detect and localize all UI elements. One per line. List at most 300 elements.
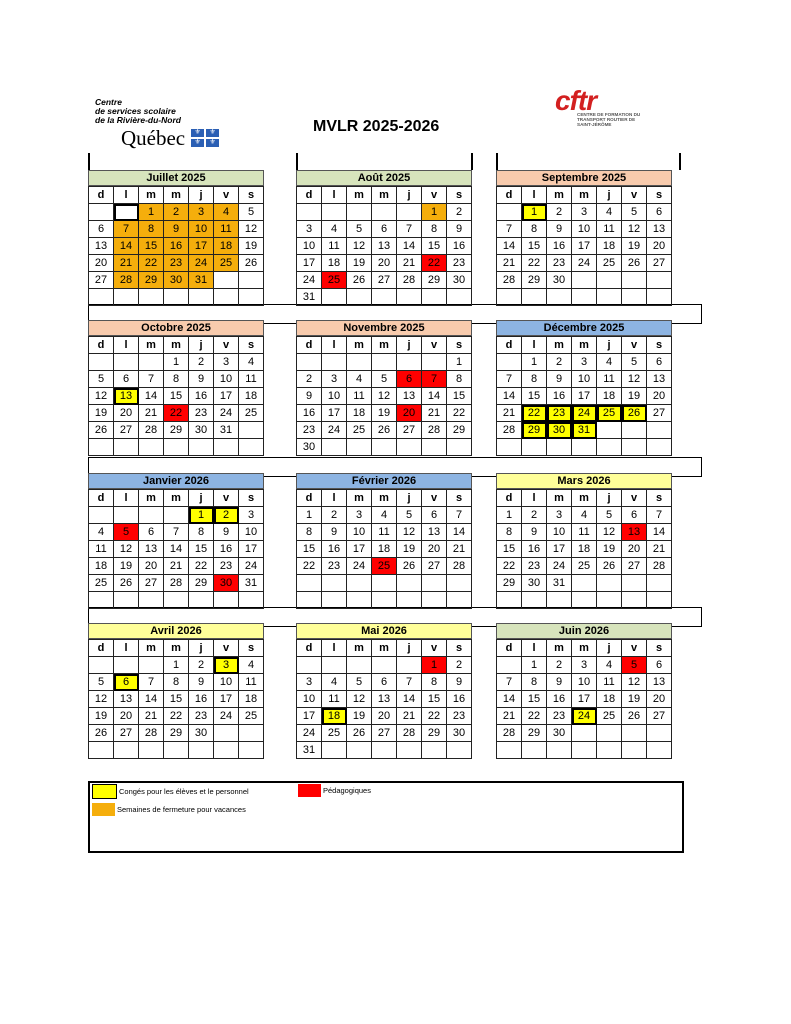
day-cell: 21 [647, 541, 672, 558]
day-cell: 17 [214, 691, 239, 708]
day-cell: 28 [139, 422, 164, 439]
day-cell: 20 [372, 255, 397, 272]
day-cell [322, 354, 347, 371]
day-cell [497, 592, 522, 609]
day-cell: 28 [497, 725, 522, 742]
day-cell [572, 742, 597, 759]
weekday-header: d [497, 337, 522, 354]
day-cell: 20 [114, 405, 139, 422]
day-cell [572, 439, 597, 456]
day-cell [214, 725, 239, 742]
weekday-header: m [164, 337, 189, 354]
day-cell: 15 [522, 388, 547, 405]
day-cell: 14 [497, 691, 522, 708]
day-cell: 4 [347, 371, 372, 388]
day-cell: 21 [114, 255, 139, 272]
day-cell: 13 [114, 388, 139, 405]
day-cell: 29 [139, 272, 164, 289]
red-swatch [298, 784, 321, 797]
day-cell [139, 354, 164, 371]
day-cell: 7 [497, 371, 522, 388]
day-cell [164, 507, 189, 524]
day-cell [547, 742, 572, 759]
day-cell [397, 204, 422, 221]
month-title: Avril 2026 [88, 623, 264, 639]
month-block [296, 473, 472, 609]
day-cell: 24 [189, 255, 214, 272]
weekday-header: j [189, 490, 214, 507]
day-cell: 10 [214, 371, 239, 388]
day-cell: 31 [214, 422, 239, 439]
day-cell [647, 272, 672, 289]
day-cell [597, 592, 622, 609]
day-cell: 22 [164, 708, 189, 725]
day-cell: 1 [164, 354, 189, 371]
day-cell [347, 592, 372, 609]
weekday-header: m [139, 337, 164, 354]
day-cell: 5 [622, 354, 647, 371]
day-cell: 6 [139, 524, 164, 541]
weekday-header: v [422, 640, 447, 657]
day-cell [372, 204, 397, 221]
day-cell: 7 [447, 507, 472, 524]
day-cell: 30 [297, 439, 322, 456]
month-block [296, 320, 472, 456]
day-cell [572, 592, 597, 609]
day-cell: 27 [114, 725, 139, 742]
day-cell [89, 742, 114, 759]
day-cell: 17 [572, 691, 597, 708]
day-cell [597, 742, 622, 759]
weekday-header: j [189, 337, 214, 354]
weekday-header: m [164, 640, 189, 657]
day-cell: 6 [114, 674, 139, 691]
day-cell: 2 [214, 507, 239, 524]
day-cell: 18 [214, 238, 239, 255]
day-cell: 18 [347, 405, 372, 422]
day-cell: 1 [164, 657, 189, 674]
day-cell: 24 [572, 255, 597, 272]
day-cell [622, 725, 647, 742]
weekday-header: l [522, 490, 547, 507]
day-cell [622, 272, 647, 289]
org-line-2: de services scolaire [95, 106, 176, 116]
day-cell: 6 [647, 354, 672, 371]
day-cell [189, 742, 214, 759]
day-cell: 15 [164, 691, 189, 708]
day-cell: 5 [347, 674, 372, 691]
day-cell: 31 [297, 742, 322, 759]
day-cell: 15 [297, 541, 322, 558]
day-cell: 5 [622, 657, 647, 674]
weekday-header: d [297, 337, 322, 354]
day-cell: 14 [114, 238, 139, 255]
day-cell: 2 [189, 354, 214, 371]
day-cell [89, 204, 114, 221]
day-cell: 6 [397, 371, 422, 388]
day-cell: 24 [572, 708, 597, 725]
day-cell [322, 592, 347, 609]
day-cell [347, 657, 372, 674]
day-cell [89, 289, 114, 306]
day-cell: 27 [114, 422, 139, 439]
day-cell [214, 289, 239, 306]
day-cell [139, 289, 164, 306]
day-cell: 1 [522, 204, 547, 221]
day-cell: 25 [239, 405, 264, 422]
month-title: Janvier 2026 [88, 473, 264, 489]
day-cell: 29 [522, 725, 547, 742]
day-cell: 3 [572, 354, 597, 371]
day-cell: 27 [647, 405, 672, 422]
day-cell: 22 [522, 708, 547, 725]
month-block [296, 170, 472, 306]
day-cell [322, 575, 347, 592]
day-cell [114, 204, 139, 221]
day-cell: 19 [622, 388, 647, 405]
day-cell: 9 [547, 674, 572, 691]
day-cell: 12 [397, 524, 422, 541]
day-cell: 4 [597, 354, 622, 371]
day-cell [372, 657, 397, 674]
day-cell: 16 [522, 541, 547, 558]
day-cell: 20 [397, 405, 422, 422]
day-cell: 19 [347, 255, 372, 272]
day-cell [372, 592, 397, 609]
day-cell: 25 [597, 708, 622, 725]
weekday-header: m [572, 187, 597, 204]
day-cell [114, 657, 139, 674]
day-cell: 6 [372, 221, 397, 238]
day-cell: 27 [139, 575, 164, 592]
weekday-header: m [547, 337, 572, 354]
weekday-header: v [622, 187, 647, 204]
weekday-header: v [214, 490, 239, 507]
day-cell: 20 [647, 388, 672, 405]
day-cell: 30 [547, 272, 572, 289]
weekday-header: j [397, 187, 422, 204]
day-cell [372, 289, 397, 306]
day-cell: 20 [372, 708, 397, 725]
day-cell: 18 [322, 255, 347, 272]
legend-item-conges [92, 784, 249, 799]
day-cell: 30 [189, 725, 214, 742]
month-title: Mars 2026 [496, 473, 672, 489]
day-cell [189, 439, 214, 456]
day-cell: 8 [497, 524, 522, 541]
month-block [88, 473, 264, 609]
day-cell: 23 [547, 255, 572, 272]
day-cell: 7 [164, 524, 189, 541]
day-cell: 13 [372, 238, 397, 255]
weekday-header: s [647, 187, 672, 204]
day-cell: 25 [597, 405, 622, 422]
month-title: Février 2026 [296, 473, 472, 489]
day-cell: 26 [597, 558, 622, 575]
day-cell: 13 [114, 691, 139, 708]
grid-line [88, 153, 90, 170]
day-cell: 11 [597, 371, 622, 388]
day-cell [214, 592, 239, 609]
day-cell: 21 [139, 405, 164, 422]
day-cell: 16 [189, 691, 214, 708]
day-cell [164, 289, 189, 306]
day-cell: 11 [597, 221, 622, 238]
legend-label-conges: Congés pour les élèves et le personnel [119, 787, 249, 796]
day-cell: 7 [397, 674, 422, 691]
day-cell: 2 [447, 204, 472, 221]
weekday-header: m [139, 490, 164, 507]
day-cell: 11 [322, 238, 347, 255]
day-cell [422, 592, 447, 609]
day-cell [547, 592, 572, 609]
day-cell: 15 [522, 238, 547, 255]
day-cell [622, 575, 647, 592]
day-cell: 17 [572, 238, 597, 255]
weekday-header: j [597, 337, 622, 354]
day-cell: 24 [297, 272, 322, 289]
day-cell: 8 [522, 221, 547, 238]
day-cell: 3 [189, 204, 214, 221]
day-cell: 8 [189, 524, 214, 541]
day-cell: 10 [214, 674, 239, 691]
day-cell: 21 [497, 255, 522, 272]
day-cell: 23 [547, 405, 572, 422]
day-cell [297, 575, 322, 592]
weekday-header: j [397, 337, 422, 354]
day-cell: 27 [397, 422, 422, 439]
day-cell: 8 [164, 371, 189, 388]
day-cell: 18 [597, 388, 622, 405]
month-title: Août 2025 [296, 170, 472, 186]
org-line-3: de la Rivière-du-Nord [95, 115, 181, 125]
weekday-header: l [522, 187, 547, 204]
day-cell: 6 [647, 204, 672, 221]
day-cell: 15 [497, 541, 522, 558]
day-cell: 16 [164, 238, 189, 255]
day-cell: 1 [189, 507, 214, 524]
day-cell: 7 [139, 674, 164, 691]
day-cell [89, 439, 114, 456]
day-cell: 7 [497, 674, 522, 691]
weekday-header: m [547, 490, 572, 507]
day-cell: 28 [164, 575, 189, 592]
day-cell: 16 [297, 405, 322, 422]
day-cell: 21 [497, 708, 522, 725]
day-cell [322, 742, 347, 759]
day-cell [647, 575, 672, 592]
day-cell: 18 [597, 691, 622, 708]
day-cell: 17 [322, 405, 347, 422]
day-cell [114, 742, 139, 759]
yellow-swatch [92, 784, 117, 799]
day-cell: 9 [447, 221, 472, 238]
day-cell: 14 [397, 691, 422, 708]
day-cell: 24 [547, 558, 572, 575]
weekday-header: m [347, 640, 372, 657]
day-cell [597, 439, 622, 456]
weekday-header: j [397, 640, 422, 657]
day-cell [397, 439, 422, 456]
weekday-header: l [322, 187, 347, 204]
day-cell: 9 [214, 524, 239, 541]
day-cell: 15 [189, 541, 214, 558]
day-cell: 3 [572, 657, 597, 674]
day-cell: 19 [372, 405, 397, 422]
day-cell: 5 [239, 204, 264, 221]
orange-swatch [92, 803, 115, 816]
day-cell: 25 [372, 558, 397, 575]
day-cell: 31 [239, 575, 264, 592]
day-cell: 21 [397, 708, 422, 725]
day-cell: 2 [189, 657, 214, 674]
day-cell [239, 272, 264, 289]
weekday-header: m [164, 187, 189, 204]
weekday-header: l [114, 187, 139, 204]
day-cell: 3 [572, 204, 597, 221]
day-cell [347, 575, 372, 592]
day-cell: 27 [647, 255, 672, 272]
day-cell [297, 592, 322, 609]
day-cell: 1 [297, 507, 322, 524]
month-block [496, 320, 672, 456]
day-cell [397, 592, 422, 609]
month-block [296, 623, 472, 759]
day-cell: 28 [139, 725, 164, 742]
weekday-header: s [647, 337, 672, 354]
day-cell: 11 [347, 388, 372, 405]
day-cell: 27 [89, 272, 114, 289]
weekday-header: m [547, 640, 572, 657]
weekday-header: m [139, 187, 164, 204]
day-cell: 18 [89, 558, 114, 575]
weekday-header: d [89, 490, 114, 507]
day-cell: 27 [372, 272, 397, 289]
day-cell [597, 289, 622, 306]
day-cell: 12 [597, 524, 622, 541]
day-cell: 6 [114, 371, 139, 388]
day-cell: 11 [239, 371, 264, 388]
weekday-header: d [297, 490, 322, 507]
day-cell: 1 [139, 204, 164, 221]
day-cell: 13 [139, 541, 164, 558]
day-cell: 20 [139, 558, 164, 575]
day-cell: 31 [547, 575, 572, 592]
day-cell: 5 [372, 371, 397, 388]
day-cell: 3 [322, 371, 347, 388]
legend-item-vacances [92, 803, 246, 816]
day-cell: 8 [422, 221, 447, 238]
weekday-header: s [647, 640, 672, 657]
day-cell: 26 [89, 725, 114, 742]
weekday-header: s [239, 490, 264, 507]
day-cell: 28 [497, 272, 522, 289]
day-cell: 6 [622, 507, 647, 524]
day-cell: 27 [422, 558, 447, 575]
day-cell: 8 [522, 371, 547, 388]
weekday-header: v [422, 490, 447, 507]
month-title: Novembre 2025 [296, 320, 472, 336]
day-cell: 27 [622, 558, 647, 575]
month-block [88, 320, 264, 456]
day-cell: 22 [297, 558, 322, 575]
month-block [496, 473, 672, 609]
day-cell: 10 [347, 524, 372, 541]
day-cell [114, 289, 139, 306]
day-cell: 3 [347, 507, 372, 524]
day-cell [347, 354, 372, 371]
day-cell: 13 [372, 691, 397, 708]
day-cell: 17 [297, 255, 322, 272]
day-cell: 5 [89, 371, 114, 388]
day-cell: 17 [547, 541, 572, 558]
day-cell: 28 [422, 422, 447, 439]
weekday-header: m [347, 490, 372, 507]
day-cell [522, 592, 547, 609]
weekday-header: s [447, 640, 472, 657]
day-cell: 4 [597, 204, 622, 221]
day-cell: 21 [447, 541, 472, 558]
day-cell: 11 [322, 691, 347, 708]
day-cell [422, 289, 447, 306]
day-cell [139, 507, 164, 524]
day-cell: 1 [447, 354, 472, 371]
day-cell: 24 [322, 422, 347, 439]
day-cell: 18 [597, 238, 622, 255]
day-cell: 26 [114, 575, 139, 592]
day-cell: 22 [422, 708, 447, 725]
day-cell: 21 [397, 255, 422, 272]
weekday-header: s [447, 337, 472, 354]
day-cell: 30 [164, 272, 189, 289]
day-cell: 26 [347, 725, 372, 742]
day-cell: 24 [572, 405, 597, 422]
day-cell: 2 [547, 354, 572, 371]
day-cell [164, 592, 189, 609]
day-cell: 12 [347, 238, 372, 255]
day-cell [372, 354, 397, 371]
weekday-header: s [239, 640, 264, 657]
day-cell: 4 [239, 354, 264, 371]
day-cell: 1 [522, 657, 547, 674]
month-title: Juillet 2025 [88, 170, 264, 186]
day-cell: 31 [297, 289, 322, 306]
day-cell [422, 439, 447, 456]
day-cell: 31 [572, 422, 597, 439]
day-cell [297, 204, 322, 221]
day-cell: 30 [214, 575, 239, 592]
day-cell: 26 [89, 422, 114, 439]
day-cell: 9 [547, 371, 572, 388]
day-cell: 14 [497, 238, 522, 255]
day-cell [397, 657, 422, 674]
day-cell: 8 [139, 221, 164, 238]
day-cell: 30 [547, 725, 572, 742]
legend [88, 781, 684, 853]
day-cell: 11 [89, 541, 114, 558]
day-cell: 4 [239, 657, 264, 674]
day-cell: 4 [372, 507, 397, 524]
day-cell: 29 [447, 422, 472, 439]
day-cell: 17 [347, 541, 372, 558]
weekday-header: m [139, 640, 164, 657]
day-cell: 12 [89, 691, 114, 708]
day-cell: 25 [347, 422, 372, 439]
day-cell [572, 725, 597, 742]
month-block [88, 170, 264, 306]
weekday-header: j [189, 640, 214, 657]
day-cell: 15 [139, 238, 164, 255]
